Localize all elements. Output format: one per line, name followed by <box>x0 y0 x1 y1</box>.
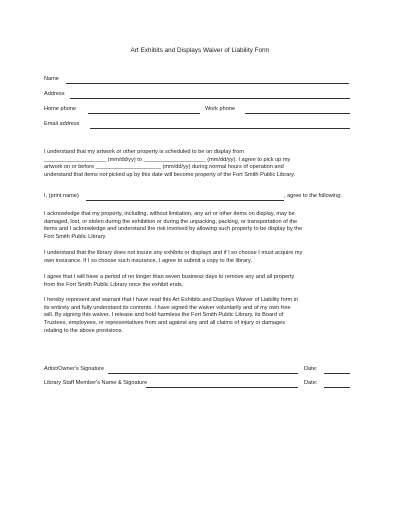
form-title: Art Exhibits and Displays Waiver of Liability Form <box>130 47 270 54</box>
print-name-field[interactable] <box>86 200 284 201</box>
paragraph-line: will. By signing this waiver, I release and hold harmless the Fort Smith Public Library, its Board of <box>44 312 284 319</box>
address-field[interactable] <box>70 98 350 99</box>
work-phone-field[interactable] <box>245 113 350 114</box>
name-label: Name <box>44 76 59 82</box>
staff-signature-field[interactable] <box>146 387 298 388</box>
print-name-label: I, (print name) <box>44 193 79 199</box>
home-phone-field[interactable] <box>88 113 200 114</box>
agree-text: , agree to the following: <box>284 193 342 199</box>
insurance-paragraph <box>44 250 358 265</box>
address-label: Address <box>44 91 65 97</box>
paragraph-line: I hereby represent and warrant that I have read this Art Exhibits and Displays Waiver of Liability form in <box>44 297 299 303</box>
artist-signature-label: Artist/Owner's Signature <box>44 366 105 372</box>
paragraph-line: I understand that the library does not insure any exhibits or displays and if I so choose I must acquire my <box>44 250 303 256</box>
paragraph-line: its entirety and fully understand its contents. I have signed the waiver voluntarily and of my own free <box>44 304 291 311</box>
paragraph-line: artwork on or before _____________________ (mm/dd/yy) during normal hours of operation and <box>44 164 284 171</box>
paragraph-line: I agree that I will have a period of no longer than seven business days to remove any and all property <box>44 274 295 280</box>
paragraph-line: relating to the above provisions. <box>44 327 123 334</box>
paragraph-line: damaged, lost, or stolen during the exhibition or during the unpacking, packing, or transportation of the <box>44 218 298 225</box>
paragraph-line: ____________________ (mm/dd/yy) to ____________________ (mm/dd/yy). I agree to pick up my <box>44 156 291 163</box>
paragraph-line: from the Fort Smith Public Library once the exhibit ends. <box>44 281 184 288</box>
paragraph-line: understand that items not picked up by this date will become property of the Fort Smith Public Library. <box>44 172 296 179</box>
paragraph-line: I acknowledge that my property, including, without limitation, any art or other items on display, may be <box>44 211 295 217</box>
removal-period-paragraph <box>44 274 358 289</box>
home-phone-label: Home phone <box>44 106 77 112</box>
paragraph-line: Fort Smith Public Library. <box>44 234 107 241</box>
paragraph-line: own insurance. If I so choose such insurance, I agree to submit a copy to the library. <box>44 257 252 264</box>
damage-acknowledgement-paragraph <box>44 211 358 242</box>
display-dates-paragraph <box>44 149 358 180</box>
work-phone-label: Work phone <box>205 106 236 112</box>
artist-date-label: Date: <box>304 366 318 372</box>
artist-date-field[interactable] <box>324 373 350 374</box>
paragraph-line: Trustees, employees, or representatives from and against any and all claims of injury or damages <box>44 320 286 327</box>
staff-date-label: Date: <box>304 380 318 386</box>
paragraph-line: I understand that my artwork or other property is scheduled to be on display from <box>44 149 244 155</box>
staff-date-field[interactable] <box>324 387 350 388</box>
email-field[interactable] <box>90 128 350 129</box>
name-field[interactable] <box>66 83 349 84</box>
paragraph-line: items and I acknowledge and understand the risk involved by allowing such property to be display by the <box>44 226 303 233</box>
artist-signature-field[interactable] <box>108 373 298 374</box>
staff-signature-label: Library Staff Member's Name & Signature <box>44 380 148 386</box>
email-label: Email address <box>44 121 80 127</box>
warranty-release-paragraph <box>44 297 358 336</box>
